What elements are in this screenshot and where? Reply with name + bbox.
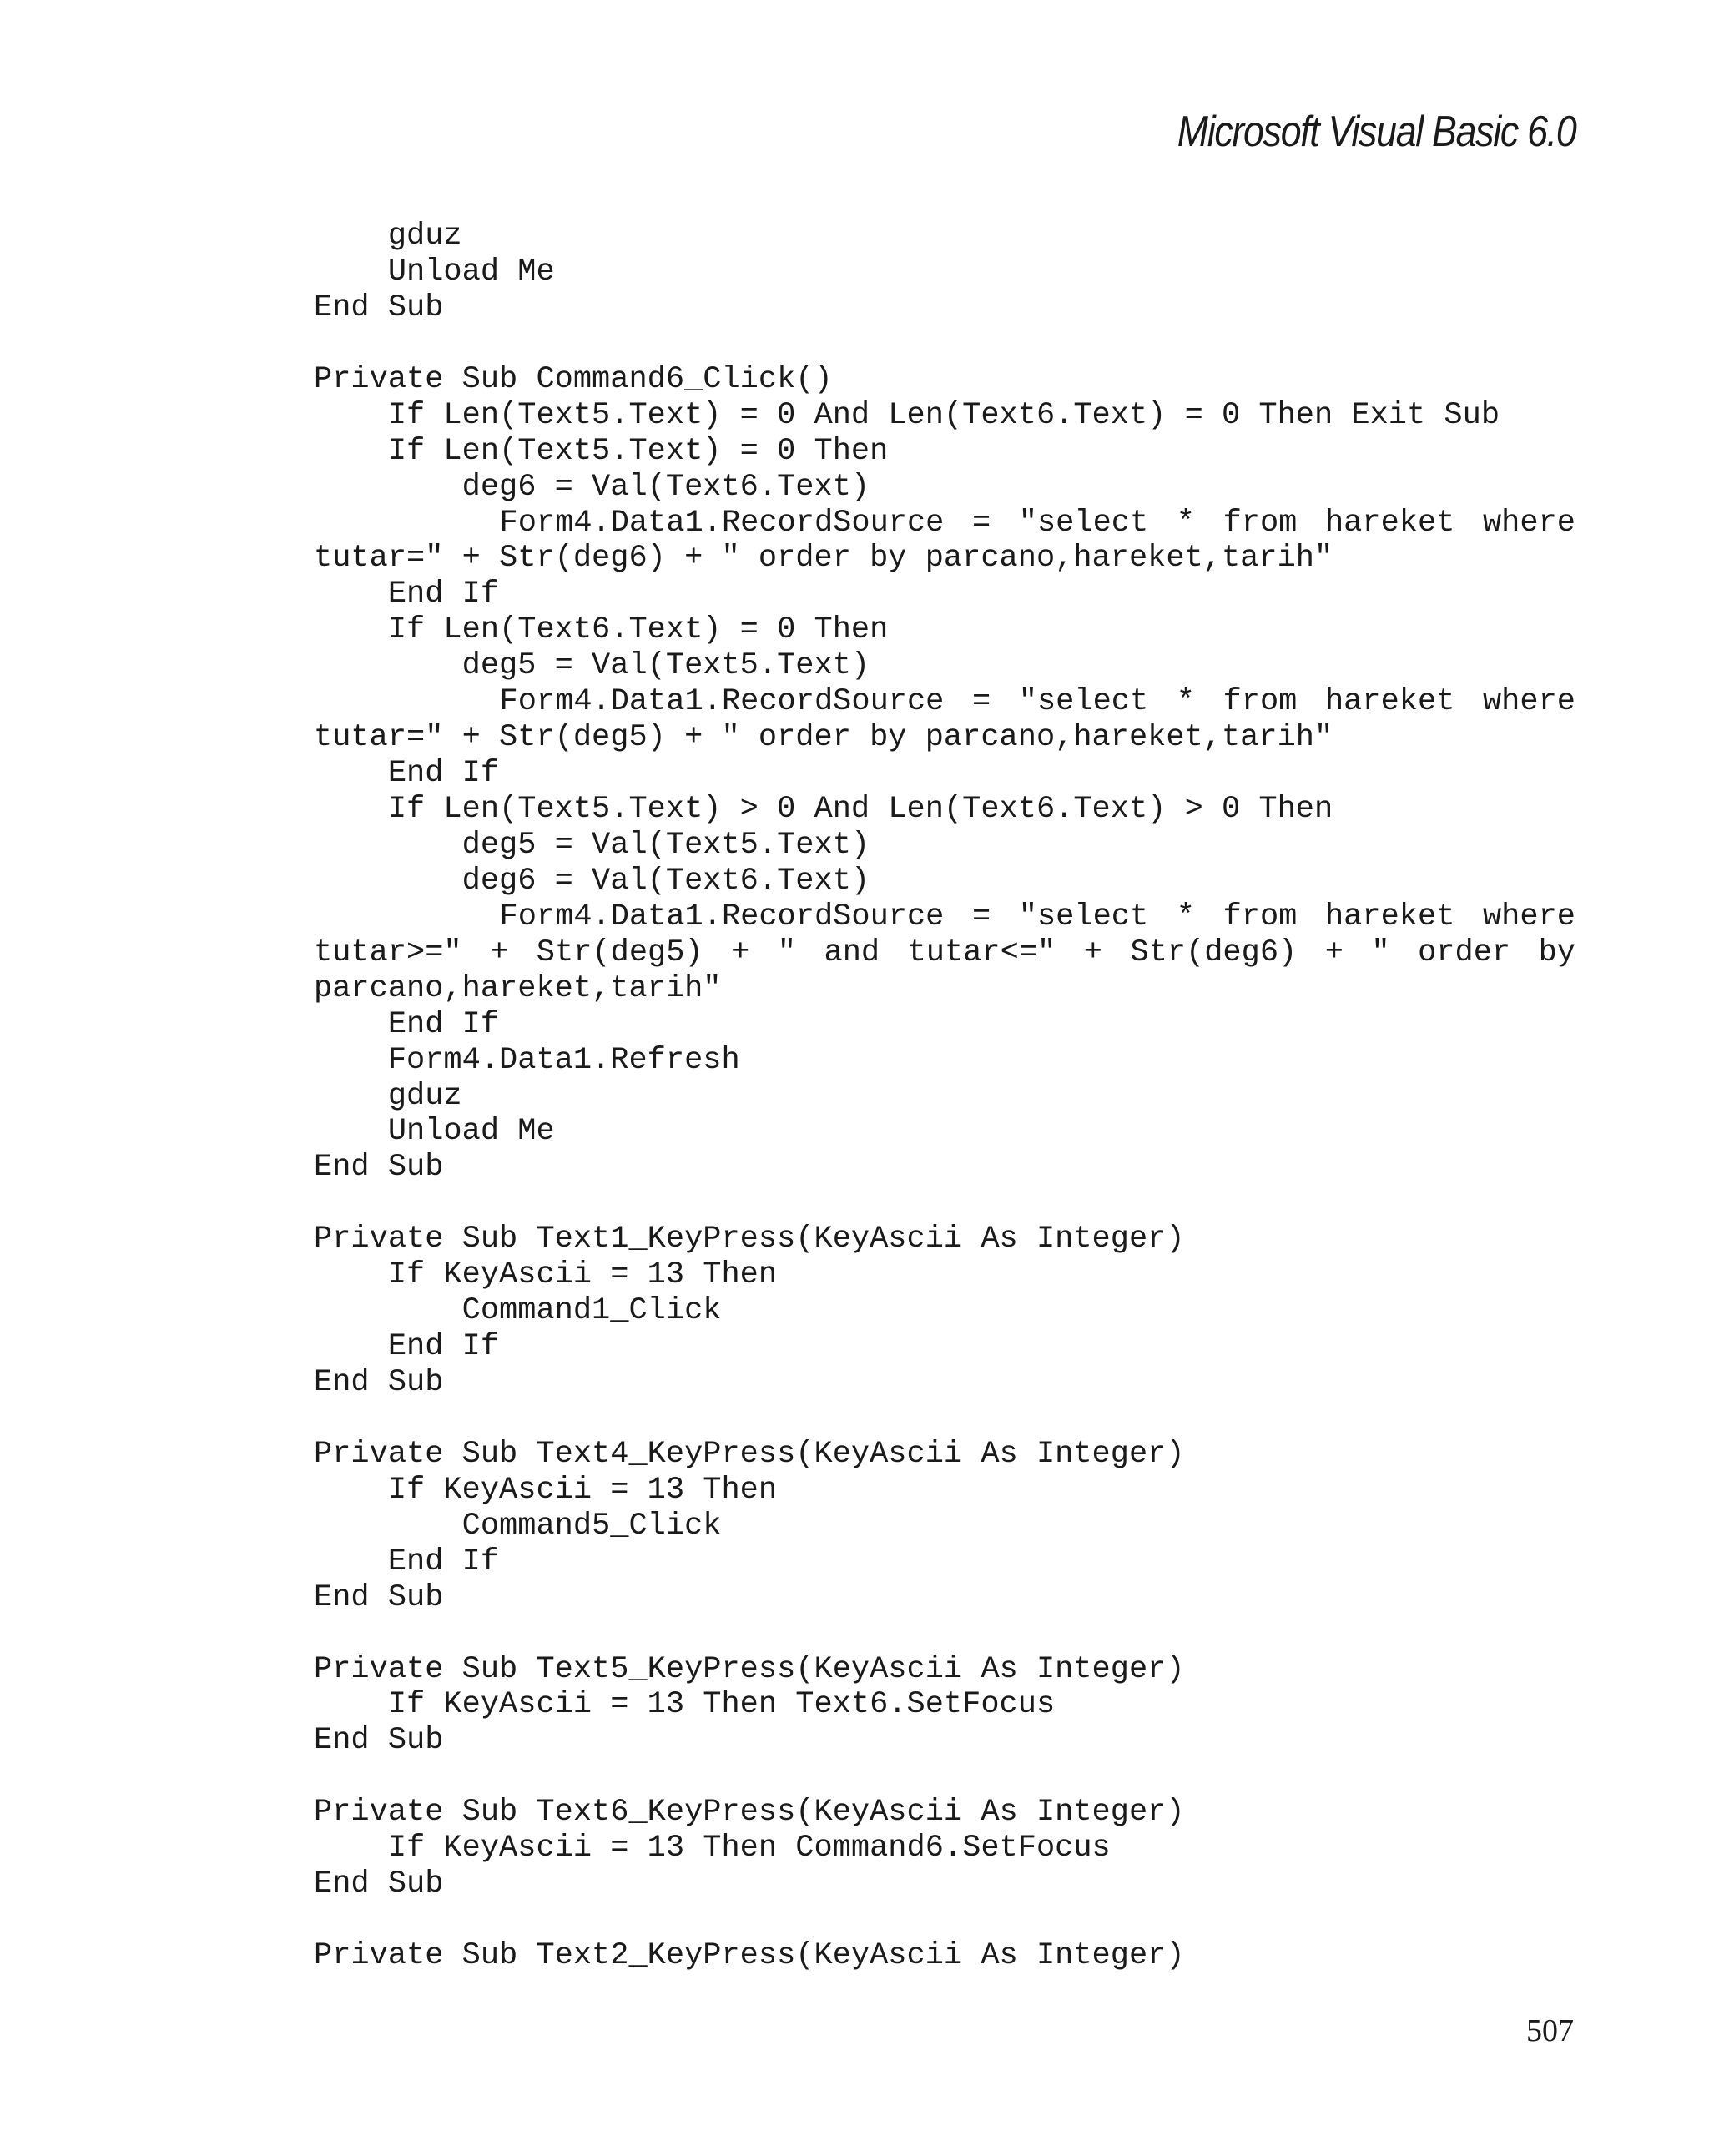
code-line bbox=[314, 1759, 1575, 1795]
code-line: Form4.Data1.RecordSource = "select * from hareket where bbox=[499, 684, 1575, 720]
code-line: Command5_Click bbox=[314, 1508, 722, 1544]
code-line: deg5 = Val(Text5.Text) bbox=[314, 827, 870, 863]
code-line: gduz bbox=[314, 219, 462, 254]
code-line: End Sub bbox=[314, 1150, 444, 1186]
code-line bbox=[314, 1401, 1575, 1437]
code-line: End If bbox=[314, 1329, 500, 1365]
code-line: If KeyAscii = 13 Then Command6.SetFocus bbox=[314, 1831, 1111, 1866]
code-line: If KeyAscii = 13 Then bbox=[314, 1472, 778, 1508]
code-line: Private Sub Text5_KeyPress(KeyAscii As Integer) bbox=[314, 1651, 1185, 1687]
code-line: Command1_Click bbox=[314, 1293, 722, 1329]
code-line: If Len(Text5.Text) = 0 And Len(Text6.Text) = 0 Then Exit Sub bbox=[314, 397, 1500, 433]
code-line bbox=[314, 1616, 1575, 1652]
code-line: If Len(Text6.Text) = 0 Then bbox=[314, 612, 889, 648]
code-line: tutar=" + Str(deg5) + " order by parcano,hareket,tarih" bbox=[314, 720, 1333, 756]
code-line: deg6 = Val(Text6.Text) bbox=[314, 863, 870, 899]
page-number: 507 bbox=[1526, 2013, 1574, 2048]
code-line bbox=[314, 1902, 1575, 1938]
code-line: deg5 = Val(Text5.Text) bbox=[314, 648, 870, 684]
code-line: tutar>=" + Str(deg5) + " and tutar<=" + Str(deg6) + " order by bbox=[314, 934, 1575, 970]
code-line: Unload Me bbox=[314, 254, 555, 290]
code-line: Form4.Data1.RecordSource = "select * from hareket where bbox=[499, 505, 1575, 541]
code-line: If Len(Text5.Text) > 0 And Len(Text6.Text) > 0 Then bbox=[314, 792, 1333, 827]
code-line: End Sub bbox=[314, 290, 444, 325]
code-line: tutar=" + Str(deg6) + " order by parcano,hareket,tarih" bbox=[314, 541, 1333, 577]
code-line: End If bbox=[314, 1006, 500, 1042]
code-line: Private Sub Text1_KeyPress(KeyAscii As Integer) bbox=[314, 1222, 1185, 1257]
code-line: End If bbox=[314, 577, 500, 612]
code-line: End Sub bbox=[314, 1365, 444, 1400]
code-line: End Sub bbox=[314, 1866, 444, 1902]
code-line: Private Sub Text6_KeyPress(KeyAscii As Integer) bbox=[314, 1795, 1185, 1831]
code-listing bbox=[314, 219, 1575, 1974]
page-header-title: Microsoft Visual Basic 6.0 bbox=[1177, 108, 1575, 156]
code-line: If KeyAscii = 13 Then Text6.SetFocus bbox=[314, 1687, 1056, 1723]
code-line: Unload Me bbox=[314, 1114, 555, 1150]
code-line: End If bbox=[314, 1544, 500, 1579]
code-line: Form4.Data1.RecordSource = "select * from hareket where bbox=[499, 899, 1575, 934]
code-line: Private Sub Command6_Click() bbox=[314, 361, 833, 397]
code-line: Private Sub Text2_KeyPress(KeyAscii As Integer) bbox=[314, 1938, 1185, 1973]
code-line: If Len(Text5.Text) = 0 Then bbox=[314, 433, 889, 469]
code-line bbox=[314, 326, 1575, 362]
code-line: Private Sub Text4_KeyPress(KeyAscii As Integer) bbox=[314, 1436, 1185, 1472]
code-line: deg6 = Val(Text6.Text) bbox=[314, 469, 870, 505]
code-line: gduz bbox=[314, 1078, 462, 1114]
code-line: If KeyAscii = 13 Then bbox=[314, 1257, 778, 1293]
code-line bbox=[314, 1186, 1575, 1222]
code-line: End Sub bbox=[314, 1579, 444, 1615]
code-line: End Sub bbox=[314, 1723, 444, 1759]
code-line: End If bbox=[314, 756, 500, 792]
code-line: parcano,hareket,tarih" bbox=[314, 970, 722, 1006]
code-line: Form4.Data1.Refresh bbox=[314, 1042, 740, 1078]
